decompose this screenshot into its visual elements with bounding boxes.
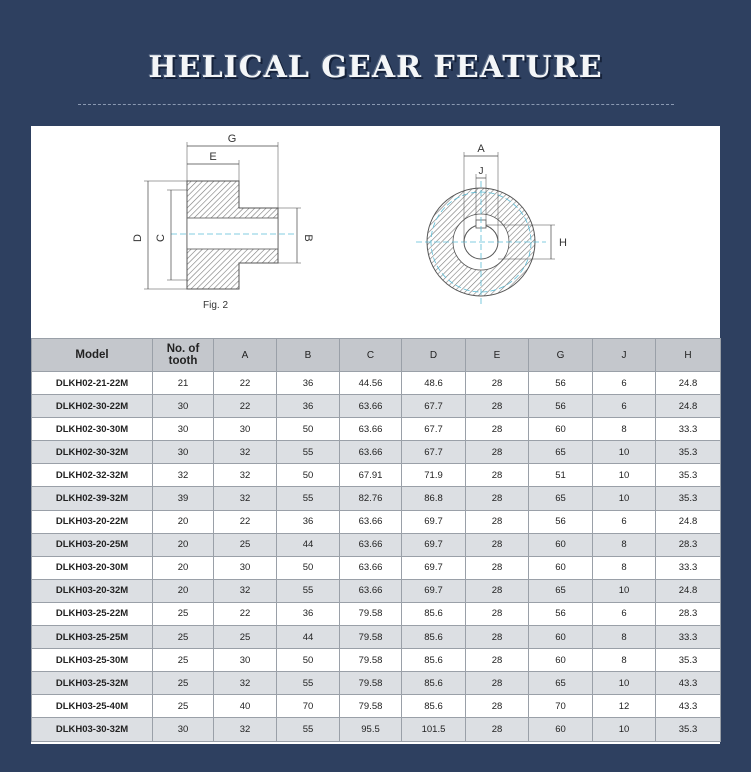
cell-j: 10 <box>593 487 656 510</box>
cell-a: 32 <box>214 487 277 510</box>
cell-c: 63.66 <box>340 556 402 579</box>
cell-j: 8 <box>593 649 656 672</box>
header-teeth <box>153 339 214 372</box>
cell-model: DLKH03-30-32M <box>32 718 153 741</box>
cell-a: 32 <box>214 718 277 741</box>
cell-e: 28 <box>466 556 529 579</box>
cell-d: 85.6 <box>402 649 466 672</box>
dim-label-d: D <box>132 234 144 242</box>
cell-teeth: 25 <box>153 626 214 649</box>
cell-d: 101.5 <box>402 718 466 741</box>
cell-e: 28 <box>466 649 529 672</box>
cell-a: 30 <box>214 418 277 441</box>
table-row <box>32 649 721 672</box>
cell-g: 60 <box>529 533 593 556</box>
gear-side-view <box>132 133 314 289</box>
cell-c: 95.5 <box>340 718 402 741</box>
table-row <box>32 372 721 395</box>
cell-h: 43.3 <box>656 695 721 718</box>
dim-label-b: B <box>302 234 314 242</box>
technical-drawing <box>31 126 720 338</box>
cell-model: DLKH02-21-22M <box>32 372 153 395</box>
title-divider <box>78 104 674 105</box>
cell-d: 86.8 <box>402 487 466 510</box>
cell-d: 67.7 <box>402 418 466 441</box>
cell-g: 60 <box>529 649 593 672</box>
cell-h: 24.8 <box>656 579 721 602</box>
cell-d: 67.7 <box>402 441 466 464</box>
cell-teeth: 25 <box>153 649 214 672</box>
cell-e: 28 <box>466 672 529 695</box>
cell-g: 65 <box>529 441 593 464</box>
cell-teeth: 25 <box>153 672 214 695</box>
cell-j: 10 <box>593 441 656 464</box>
gear-drawing-svg <box>31 126 720 338</box>
dim-label-c: C <box>155 234 167 242</box>
cell-model: DLKH02-30-32M <box>32 441 153 464</box>
cell-h: 43.3 <box>656 672 721 695</box>
cell-d: 69.7 <box>402 510 466 533</box>
table-row <box>32 672 721 695</box>
cell-model: DLKH02-30-22M <box>32 395 153 418</box>
cell-d: 85.6 <box>402 626 466 649</box>
header-e: E <box>466 339 529 372</box>
cell-h: 33.3 <box>656 556 721 579</box>
cell-j: 10 <box>593 672 656 695</box>
cell-teeth: 20 <box>153 556 214 579</box>
spec-table <box>31 338 721 742</box>
cell-model: DLKH03-25-30M <box>32 649 153 672</box>
header-a: A <box>214 339 277 372</box>
cell-a: 22 <box>214 510 277 533</box>
cell-g: 56 <box>529 395 593 418</box>
cell-teeth: 25 <box>153 695 214 718</box>
cell-j: 6 <box>593 395 656 418</box>
cell-a: 30 <box>214 556 277 579</box>
cell-g: 51 <box>529 464 593 487</box>
cell-d: 48.6 <box>402 372 466 395</box>
cell-j: 10 <box>593 579 656 602</box>
table-row <box>32 464 721 487</box>
cell-teeth: 30 <box>153 441 214 464</box>
cell-g: 56 <box>529 602 593 625</box>
header-c: C <box>340 339 402 372</box>
cell-b: 55 <box>277 487 340 510</box>
cell-c: 44.56 <box>340 372 402 395</box>
table-row <box>32 556 721 579</box>
table-row <box>32 626 721 649</box>
cell-g: 65 <box>529 487 593 510</box>
cell-a: 25 <box>214 626 277 649</box>
cell-b: 50 <box>277 464 340 487</box>
header-h: H <box>656 339 721 372</box>
cell-c: 63.66 <box>340 510 402 533</box>
dim-label-h: H <box>559 237 567 249</box>
cell-c: 79.58 <box>340 626 402 649</box>
cell-c: 79.58 <box>340 672 402 695</box>
spec-panel <box>31 126 720 744</box>
table-row <box>32 695 721 718</box>
cell-j: 6 <box>593 602 656 625</box>
cell-h: 24.8 <box>656 510 721 533</box>
cell-c: 79.58 <box>340 602 402 625</box>
table-row <box>32 718 721 741</box>
header-teeth-line1: No. of <box>166 343 200 355</box>
cell-c: 63.66 <box>340 441 402 464</box>
header-g: G <box>529 339 593 372</box>
cell-d: 69.7 <box>402 556 466 579</box>
cell-a: 22 <box>214 602 277 625</box>
cell-model: DLKH03-25-22M <box>32 602 153 625</box>
page-title: HELICAL GEAR FEATURE <box>148 50 603 85</box>
cell-b: 36 <box>277 510 340 533</box>
cell-h: 35.3 <box>656 649 721 672</box>
cell-d: 85.6 <box>402 672 466 695</box>
cell-model: DLKH03-20-32M <box>32 579 153 602</box>
cell-b: 55 <box>277 718 340 741</box>
cell-b: 70 <box>277 695 340 718</box>
cell-e: 28 <box>466 695 529 718</box>
cell-e: 28 <box>466 718 529 741</box>
cell-c: 67.91 <box>340 464 402 487</box>
cell-c: 63.66 <box>340 418 402 441</box>
cell-teeth: 30 <box>153 718 214 741</box>
cell-c: 63.66 <box>340 579 402 602</box>
cell-d: 67.7 <box>402 395 466 418</box>
cell-j: 8 <box>593 533 656 556</box>
cell-b: 55 <box>277 579 340 602</box>
cell-j: 6 <box>593 510 656 533</box>
cell-h: 28.3 <box>656 533 721 556</box>
cell-h: 33.3 <box>656 626 721 649</box>
cell-h: 35.3 <box>656 487 721 510</box>
cell-a: 40 <box>214 695 277 718</box>
cell-model: DLKH02-30-30M <box>32 418 153 441</box>
cell-e: 28 <box>466 372 529 395</box>
cell-d: 85.6 <box>402 695 466 718</box>
cell-a: 22 <box>214 372 277 395</box>
cell-a: 22 <box>214 395 277 418</box>
table-row <box>32 395 721 418</box>
cell-h: 24.8 <box>656 395 721 418</box>
cell-d: 69.7 <box>402 533 466 556</box>
cell-h: 28.3 <box>656 602 721 625</box>
cell-teeth: 30 <box>153 418 214 441</box>
header-teeth-line2: tooth <box>168 355 198 367</box>
cell-model: DLKH03-25-32M <box>32 672 153 695</box>
table-row <box>32 441 721 464</box>
cell-b: 44 <box>277 626 340 649</box>
cell-g: 56 <box>529 510 593 533</box>
cell-model: DLKH03-25-25M <box>32 626 153 649</box>
cell-g: 60 <box>529 718 593 741</box>
cell-e: 28 <box>466 533 529 556</box>
cell-b: 50 <box>277 418 340 441</box>
cell-model: DLKH03-25-40M <box>32 695 153 718</box>
spec-table-body <box>32 372 721 742</box>
cell-a: 32 <box>214 441 277 464</box>
table-header-row <box>32 339 721 372</box>
cell-c: 79.58 <box>340 649 402 672</box>
cell-e: 28 <box>466 441 529 464</box>
cell-e: 28 <box>466 464 529 487</box>
header-j: J <box>593 339 656 372</box>
cell-b: 44 <box>277 533 340 556</box>
cell-d: 85.6 <box>402 602 466 625</box>
cell-c: 82.76 <box>340 487 402 510</box>
cell-b: 55 <box>277 672 340 695</box>
cell-j: 6 <box>593 372 656 395</box>
cell-j: 10 <box>593 464 656 487</box>
cell-a: 32 <box>214 672 277 695</box>
cell-teeth: 21 <box>153 372 214 395</box>
cell-g: 70 <box>529 695 593 718</box>
cell-g: 65 <box>529 672 593 695</box>
cell-d: 71.9 <box>402 464 466 487</box>
dim-label-j: J <box>478 166 484 177</box>
cell-j: 8 <box>593 556 656 579</box>
cell-h: 35.3 <box>656 718 721 741</box>
cell-b: 36 <box>277 395 340 418</box>
cell-teeth: 20 <box>153 579 214 602</box>
cell-teeth: 25 <box>153 602 214 625</box>
cell-teeth: 32 <box>153 464 214 487</box>
cell-model: DLKH03-20-22M <box>32 510 153 533</box>
dim-label-e: E <box>209 151 217 163</box>
gear-front-view <box>416 143 567 304</box>
cell-teeth: 30 <box>153 395 214 418</box>
cell-c: 63.66 <box>340 533 402 556</box>
table-row <box>32 510 721 533</box>
header-model: Model <box>32 339 153 372</box>
cell-teeth: 39 <box>153 487 214 510</box>
cell-model: DLKH02-32-32M <box>32 464 153 487</box>
header-d: D <box>402 339 466 372</box>
cell-b: 50 <box>277 649 340 672</box>
cell-e: 28 <box>466 487 529 510</box>
cell-g: 60 <box>529 626 593 649</box>
table-row <box>32 418 721 441</box>
table-row <box>32 533 721 556</box>
cell-h: 35.3 <box>656 441 721 464</box>
cell-model: DLKH03-20-25M <box>32 533 153 556</box>
table-row <box>32 579 721 602</box>
cell-j: 8 <box>593 626 656 649</box>
cell-teeth: 20 <box>153 533 214 556</box>
cell-b: 55 <box>277 441 340 464</box>
cell-e: 28 <box>466 602 529 625</box>
table-row <box>32 487 721 510</box>
dim-label-a: A <box>477 143 485 155</box>
cell-e: 28 <box>466 418 529 441</box>
cell-e: 28 <box>466 510 529 533</box>
cell-a: 32 <box>214 464 277 487</box>
table-row <box>32 602 721 625</box>
cell-h: 33.3 <box>656 418 721 441</box>
cell-g: 56 <box>529 372 593 395</box>
header-b: B <box>277 339 340 372</box>
cell-e: 28 <box>466 626 529 649</box>
cell-a: 25 <box>214 533 277 556</box>
cell-d: 69.7 <box>402 579 466 602</box>
figure-caption: Fig. 2 <box>203 300 229 311</box>
cell-b: 36 <box>277 602 340 625</box>
cell-g: 65 <box>529 579 593 602</box>
cell-b: 36 <box>277 372 340 395</box>
dim-label-g: G <box>227 133 237 145</box>
cell-h: 24.8 <box>656 372 721 395</box>
cell-g: 60 <box>529 556 593 579</box>
cell-b: 50 <box>277 556 340 579</box>
cell-model: DLKH02-39-32M <box>32 487 153 510</box>
cell-a: 32 <box>214 579 277 602</box>
cell-teeth: 20 <box>153 510 214 533</box>
cell-e: 28 <box>466 395 529 418</box>
cell-model: DLKH03-20-30M <box>32 556 153 579</box>
cell-j: 12 <box>593 695 656 718</box>
cell-h: 35.3 <box>656 464 721 487</box>
cell-e: 28 <box>466 579 529 602</box>
cell-j: 10 <box>593 718 656 741</box>
cell-j: 8 <box>593 418 656 441</box>
cell-g: 60 <box>529 418 593 441</box>
cell-c: 63.66 <box>340 395 402 418</box>
cell-a: 30 <box>214 649 277 672</box>
cell-c: 79.58 <box>340 695 402 718</box>
